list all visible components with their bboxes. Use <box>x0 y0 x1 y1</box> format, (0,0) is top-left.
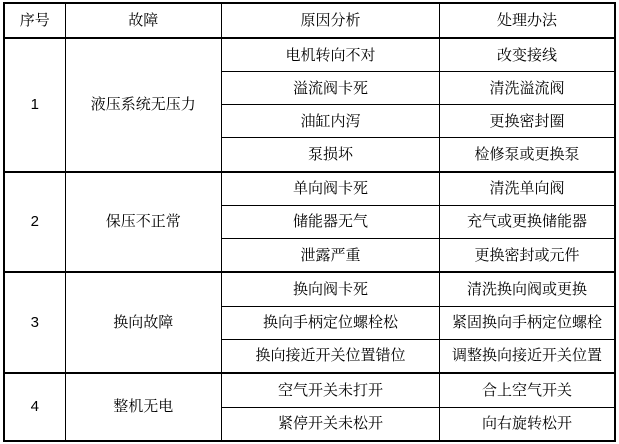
fault-troubleshooting-table <box>3 2 616 442</box>
fix-cell: 调整换向接近开关位置 <box>440 339 615 373</box>
table-row <box>4 38 615 72</box>
cause-cell: 换向手柄定位螺栓松 <box>222 306 440 339</box>
table-row <box>4 172 615 206</box>
group-fault-cell: 换向故障 <box>65 272 221 373</box>
group-fault-cell: 液压系统无压力 <box>65 38 221 172</box>
header-cell-no: 序号 <box>4 3 65 38</box>
cause-cell: 电机转向不对 <box>222 38 440 72</box>
group-no-cell: 3 <box>4 272 65 373</box>
group-fault-cell: 保压不正常 <box>65 172 221 273</box>
fix-cell: 清洗换向阀或更换 <box>440 272 615 306</box>
header-cell-fix: 处理办法 <box>440 3 615 38</box>
group-no-cell: 2 <box>4 172 65 273</box>
header-row <box>4 3 615 38</box>
cause-cell: 油缸内泻 <box>222 105 440 138</box>
fix-cell: 改变接线 <box>440 38 615 72</box>
cause-cell: 换向接近开关位置错位 <box>222 339 440 373</box>
group-no-cell: 4 <box>4 373 65 441</box>
fix-cell: 充气或更换储能器 <box>440 206 615 239</box>
table-row <box>4 373 615 407</box>
fix-cell: 清洗单向阀 <box>440 172 615 206</box>
cause-cell: 储能器无气 <box>222 206 440 239</box>
fix-cell: 检修泵或更换泵 <box>440 138 615 172</box>
header-cell-fault: 故障 <box>65 3 221 38</box>
cause-cell: 泵损坏 <box>222 138 440 172</box>
fix-cell: 紧固换向手柄定位螺栓 <box>440 306 615 339</box>
group-fault-cell: 整机无电 <box>65 373 221 441</box>
cause-cell: 溢流阀卡死 <box>222 72 440 105</box>
fix-cell: 清洗溢流阀 <box>440 72 615 105</box>
cause-cell: 换向阀卡死 <box>222 272 440 306</box>
fix-cell: 更换密封圈 <box>440 105 615 138</box>
cause-cell: 空气开关未打开 <box>222 373 440 407</box>
fix-cell: 合上空气开关 <box>440 373 615 407</box>
cause-cell: 泄露严重 <box>222 239 440 273</box>
fix-cell: 更换密封或元件 <box>440 239 615 273</box>
group-no-cell: 1 <box>4 38 65 172</box>
fix-cell: 向右旋转松开 <box>440 407 615 441</box>
header-cell-cause: 原因分析 <box>222 3 440 38</box>
table-row <box>4 272 615 306</box>
cause-cell: 单向阀卡死 <box>222 172 440 206</box>
cause-cell: 紧停开关未松开 <box>222 407 440 441</box>
